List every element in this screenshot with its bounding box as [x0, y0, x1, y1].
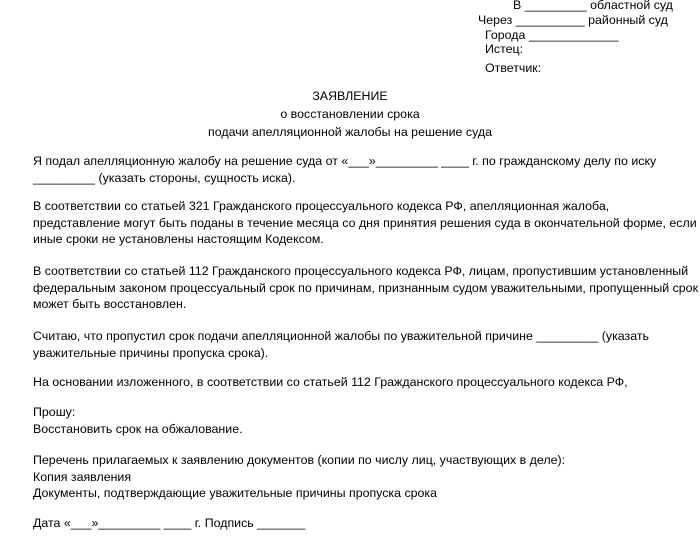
signature-line	[33, 515, 673, 532]
paragraph-line: Восстановить срок на обжалование.	[33, 421, 243, 436]
court-line: В _________ областной суд	[513, 0, 673, 12]
paragraph-request	[33, 404, 673, 437]
paragraph-line: В соответствии со статьей 112 Гражданского процессуального кодекса РФ, лицам, пропустившим установленный	[33, 264, 689, 278]
paragraph-attachments	[33, 452, 673, 502]
paragraph-line: В соответствии со статьей 321 Гражданского процессуального кодекса РФ, апелляционная жалоба,	[33, 199, 610, 213]
city-line: Города _____________	[485, 28, 619, 42]
paragraph-line: может быть восстановлен.	[33, 297, 187, 311]
paragraph-line: Дата «___»_________ ____ г. Подпись _______	[33, 516, 306, 530]
paragraph-line: Я подал апелляционную жалобу на решение суда от «___»_________ ____ г. по гражданскому делу по иску	[33, 154, 657, 168]
paragraph-line: федеральным законом процессуальный срок по причинам, признанным судом уважительными, пропущенный срок	[33, 280, 698, 295]
paragraph-line: иные сроки не установлены настоящим Кодексом.	[33, 232, 324, 246]
paragraph-line: Перечень прилагаемых к заявлению документов (копии по числу лиц, участвующих в деле):	[33, 453, 566, 467]
paragraph-line: Считаю, что пропустил срок подачи апелляционной жалобы по уважительной причине _________ (указать	[33, 329, 649, 343]
defendant-label: Ответчик:	[485, 61, 542, 75]
paragraph-appeal-filed	[33, 153, 673, 186]
document-subtitle-1: о восстановлении срока	[280, 107, 420, 121]
paragraph-line: Документы, подтверждающие уважительные причины пропуска срока	[33, 486, 438, 500]
paragraph-line: представление могут быть поданы в течение месяца со дня принятия решения суда в окончательной форме, если	[33, 215, 697, 230]
paragraph-valid-reason	[33, 328, 673, 361]
paragraph-article-112	[33, 263, 698, 313]
paragraph-line: Копия заявления	[33, 469, 132, 484]
paragraph-line: уважительные причины пропуска срока).	[33, 345, 269, 360]
paragraph-line: Прошу:	[33, 405, 76, 419]
document-subtitle-2: подачи апелляционной жалобы на решение суда	[208, 125, 492, 139]
paragraph-line: На основании изложенного, в соответствии со статьей 112 Гражданского процессуального кодекса РФ,	[33, 375, 628, 389]
paragraph-based-on	[33, 374, 673, 391]
plaintiff-label: Истец:	[485, 42, 524, 56]
paragraph-line: _________ (указать стороны, сущность иска).	[33, 170, 296, 185]
document-title: ЗАЯВЛЕНИЕ	[312, 89, 388, 103]
via-court-line: Через __________ районный суд	[478, 13, 668, 27]
paragraph-article-321	[33, 198, 697, 248]
